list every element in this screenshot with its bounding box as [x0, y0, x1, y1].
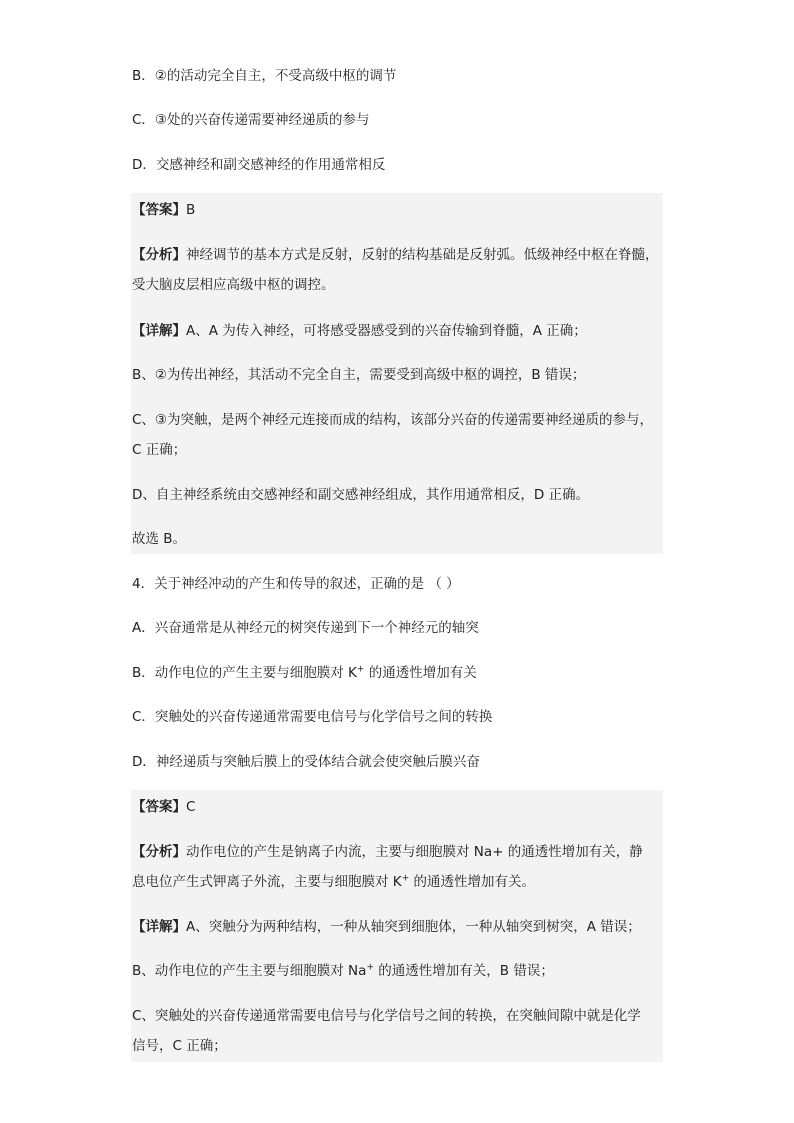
- q4-option-b: [132, 663, 477, 683]
- q3-option-c: C．③处的兴奋传递需要神经递质的参与: [132, 112, 370, 128]
- detail-label: 【详解】: [132, 323, 186, 339]
- q4-option-c: C．突触处的兴奋传递通常需要电信号与化学信号之间的转换: [132, 709, 493, 725]
- q4-option-d: D．神经递质与突触后膜上的受体结合就会使突触后膜兴奋: [132, 754, 480, 770]
- q4-stem: 4．关于神经冲动的产生和传导的叙述，正确的是 （ ）: [132, 576, 460, 592]
- q3-detail-line-4: C 正确；: [132, 442, 187, 458]
- superscript: +: [356, 664, 365, 675]
- detail-text: B、动作电位的产生主要与细胞膜对 Na: [132, 963, 367, 979]
- q3-option-d: D．交感神经和副交感神经的作用通常相反: [132, 157, 386, 173]
- analysis-text-end: 的通透性增加有关。: [409, 874, 535, 890]
- q4-answer: [132, 797, 195, 817]
- q3-detail-line-5: D、自主神经系统由交感神经和副交感神经组成，其作用通常相反，D 正确。: [132, 487, 590, 503]
- q3-detail-line-2: B、②为传出神经，其活动不完全自主，需要受到高级中枢的调控，B 错误；: [132, 367, 586, 383]
- q4-detail-line-2: [132, 961, 554, 981]
- detail-text: A、A 为传入神经，可将感受器感受到的兴奋传输到脊髓，A 正确；: [186, 323, 587, 339]
- q4-analysis-line-2: [132, 872, 535, 892]
- analysis-text: 息电位产生式钾离子外流，主要与细胞膜对 K: [132, 874, 402, 890]
- q3-conclusion: 故选 B。: [132, 531, 187, 547]
- analysis-label: 【分析】: [132, 247, 186, 263]
- q4-detail-line-3: C、突触处的兴奋传递通常需要电信号与化学信号之间的转换，在突触间隙中就是化学: [132, 1008, 641, 1024]
- q4-detail-line-1: [132, 917, 641, 937]
- q3-detail-line-3: C、③为突触，是两个神经元连接而成的结构，该部分兴奋的传递需要神经递质的参与，: [132, 412, 654, 428]
- superscript: +: [366, 962, 374, 973]
- detail-text: A、突触分为两种结构，一种从轴突到细胞体，一种从轴突到树突，A 错误；: [186, 919, 641, 935]
- detail-text-end: 的通透性增加有关，B 错误；: [373, 963, 554, 979]
- option-b-text-end: 的通透性增加有关: [364, 665, 477, 681]
- q4-analysis-line-1: [132, 842, 643, 862]
- q3-analysis-line-2: 受大脑皮层相应高级中枢的调控。: [132, 277, 335, 293]
- q4-detail-line-4: 信号，C 正确；: [132, 1038, 227, 1054]
- superscript: +: [401, 873, 410, 884]
- answer-value: C: [186, 799, 196, 815]
- analysis-text: 动作电位的产生是钠离子内流，主要与细胞膜对 Na+ 的通透性增加有关，静: [186, 844, 643, 860]
- detail-label: 【详解】: [132, 919, 186, 935]
- q3-answer: [132, 200, 195, 220]
- q3-option-b: B．②的活动完全自主，不受高级中枢的调节: [132, 68, 397, 84]
- q3-analysis-line-1: [132, 245, 659, 265]
- q3-detail-line-1: [132, 321, 587, 341]
- q4-option-a: A．兴奋通常是从神经元的树突传递到下一个神经元的轴突: [132, 620, 479, 636]
- answer-label: 【答案】: [132, 202, 186, 218]
- q4-solution-block: [131, 790, 663, 1062]
- answer-value: B: [186, 202, 196, 218]
- analysis-text: 神经调节的基本方式是反射，反射的结构基础是反射弧。低级神经中枢在脊髓，: [186, 247, 659, 263]
- option-b-text: B．动作电位的产生主要与细胞膜对 K: [132, 665, 357, 681]
- answer-label: 【答案】: [132, 799, 186, 815]
- analysis-label: 【分析】: [132, 844, 186, 860]
- q3-solution-block: [131, 193, 663, 554]
